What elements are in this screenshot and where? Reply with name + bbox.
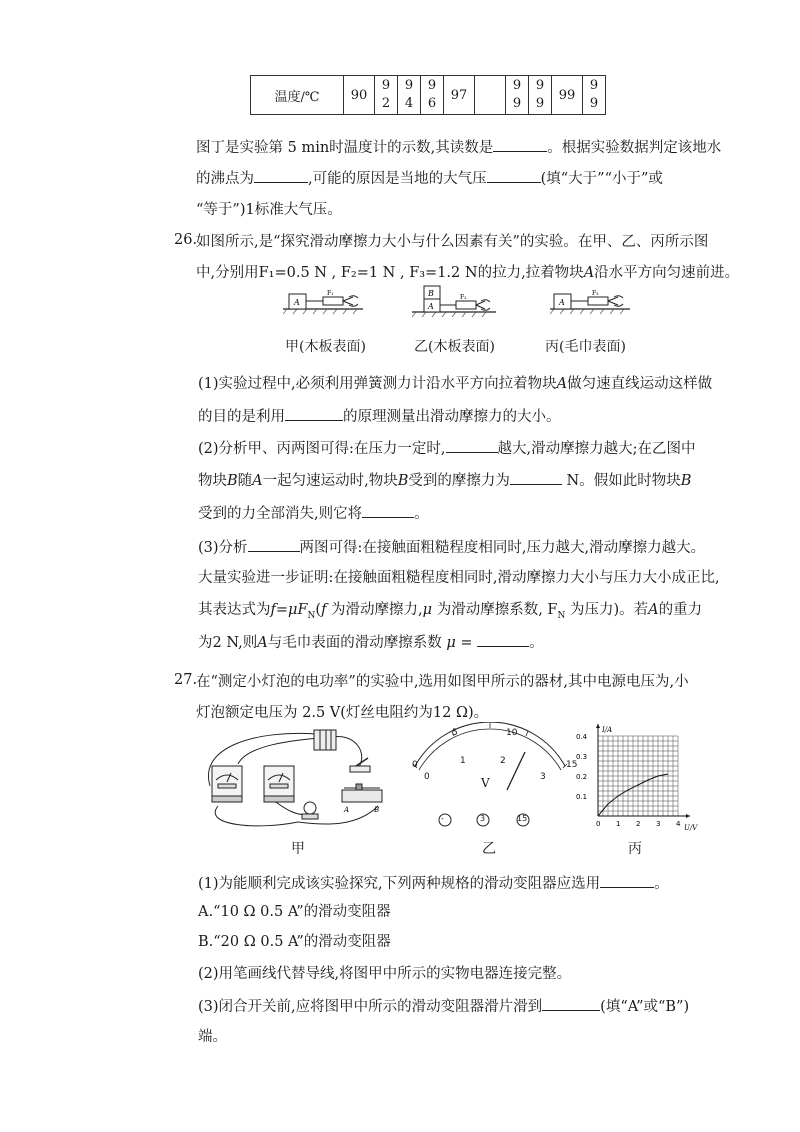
- table-cell: 97: [444, 76, 475, 115]
- figure-caption-yi: 乙(木板表面): [414, 339, 495, 355]
- circuit-apparatus-figure: [198, 726, 394, 834]
- q26-p3-line3: 其表达式为$f=\mu F_N(f$ 为滑动摩擦力,μ 为滑动摩擦系数, $F_N$ 为压力)。若A的重力: [198, 602, 703, 621]
- q25-line2: 的沸点为 ,可能的原因是当地的大气压 (填“大于”“小于”或: [196, 168, 663, 189]
- figure-caption-bing: 丙: [628, 841, 642, 857]
- temperature-table: [250, 75, 606, 115]
- meter-terminal-15: 15: [517, 814, 528, 823]
- table-header: 温度/℃: [251, 76, 344, 115]
- table-cell: 9 4: [398, 76, 421, 115]
- x-tick-label: 0: [596, 820, 601, 828]
- meter-scale-bottom-1: 1: [460, 756, 466, 766]
- x-tick-label: 4: [676, 820, 681, 828]
- y-tick-label: 0.4: [576, 733, 588, 741]
- friction-diagram-bing: [550, 285, 630, 317]
- figure-caption-yi: 乙: [482, 841, 496, 857]
- meter-scale-bottom-3: 3: [540, 772, 546, 782]
- meter-scale-right: 15: [566, 760, 578, 770]
- friction-diagram-yi: [412, 282, 496, 320]
- q26-stem2: 中,分别用F₁=0.5 N , F₂=1 N , F₃=1.2 N的拉力,拉着物块A沿水平方向匀速前进。: [196, 265, 740, 281]
- question-number: 26.: [174, 232, 198, 248]
- q26-p2-line1: (2)分析甲、丙两图可得:在压力一定时, 越大,滑动摩擦力越大;在乙图中: [198, 438, 696, 459]
- table-cell: 99: [552, 76, 583, 115]
- q26-p1-line2: 的目的是利用 的原理测量出滑动摩擦力的大小。: [198, 406, 561, 427]
- meter-scale-bottom-0: 0: [424, 772, 430, 782]
- q26-p3-line1: (3)分析 两图可得:在接触面粗糙程度相同时,压力越大,滑动摩擦力越大。: [198, 537, 705, 558]
- q27-p2: (2)用笔画线代替导线,将图甲中所示的实物电器连接完整。: [198, 966, 572, 982]
- meter-terminal-minus: -: [441, 814, 444, 823]
- q27-p3-line2: 端。: [198, 1029, 227, 1045]
- table-cell: 9 9: [583, 76, 606, 115]
- q26-p3-line4: 为2 N,则A与毛巾表面的滑动摩擦系数 μ = 。: [198, 632, 544, 653]
- force-values: F₁=0.5 N , F₂=1 N , F₃=1.2 N: [258, 265, 478, 281]
- table-cell: [475, 76, 506, 115]
- meter-scale-left: 0: [412, 760, 418, 770]
- svg-text:F₁: F₁: [327, 290, 334, 297]
- x-tick-label: 1: [616, 820, 621, 828]
- svg-text:B: B: [428, 289, 434, 298]
- meter-scale-bottom-2: 2: [500, 756, 506, 766]
- svg-text:F₂: F₂: [460, 294, 467, 301]
- figure-caption-jia: 甲: [291, 841, 305, 857]
- y-tick-label: 0.3: [576, 753, 588, 761]
- q26-p3-line2: 大量实验进一步证明:在接触面粗糙程度相同时,滑动摩擦力大小与压力大小成正比,: [198, 570, 720, 586]
- table-cell: 9 9: [506, 76, 529, 115]
- table-cell: 9 2: [375, 76, 398, 115]
- table-cell: 9 6: [421, 76, 444, 115]
- y-axis-arrow: [596, 724, 600, 728]
- table-cell: 90: [344, 76, 375, 115]
- question-number: 27.: [174, 672, 198, 688]
- y-tick-label: 0.1: [576, 793, 588, 801]
- meter-unit: V: [481, 776, 490, 790]
- svg-text:A: A: [344, 806, 350, 814]
- friction-diagram-jia: [283, 285, 363, 317]
- iu-graph: [574, 720, 700, 832]
- svg-text:B: B: [374, 806, 380, 814]
- table-cell: 9 9: [529, 76, 552, 115]
- x-tick-label: 2: [636, 820, 641, 828]
- q25-line3: “等于”)1标准大气压。: [196, 202, 342, 218]
- x-tick-label: 3: [656, 820, 661, 828]
- q26-p2-line2: 物块B随A一起匀速运动时,物块B受到的摩擦力为 N。假如此时物块B: [198, 470, 691, 491]
- q27-p3-line1: (3)闭合开关前,应将图甲中所示的滑动变阻器滑片滑到 (填“A”或“B”): [198, 996, 689, 1017]
- svg-text:A: A: [559, 298, 565, 307]
- svg-text:F₃: F₃: [592, 290, 599, 297]
- meter-scale-5: 5: [452, 728, 458, 738]
- svg-text:A: A: [294, 298, 300, 307]
- y-tick-label: 0.2: [576, 773, 588, 781]
- q27-option-b: B.“20 Ω 0.5 A”的滑动变阻器: [198, 934, 391, 950]
- x-axis-arrow: [686, 814, 690, 818]
- q26-stem1: 如图所示,是“探究滑动摩擦力大小与什么因素有关”的实验。在甲、乙、丙所示图: [196, 234, 709, 250]
- figure-caption-bing: 丙(毛巾表面): [545, 339, 626, 355]
- svg-text:A: A: [428, 302, 434, 311]
- friction-formula: f=μF: [270, 602, 308, 618]
- q26-p2-line3: 受到的力全部消失,则它将 。: [198, 503, 429, 524]
- q26-p1-line1: (1)实验过程中,必须利用弹簧测力计沿水平方向拉着物块A做匀速直线运动这样做: [198, 376, 713, 392]
- voltmeter-dial-figure: [405, 722, 578, 832]
- q25-line1: 图丁是实验第 5 min时温度计的示数,其读数是 。根据实验数据判定该地水: [196, 137, 721, 158]
- q27-stem2: 灯泡额定电压为 2.5 V(灯丝电阻约为12 Ω)。: [196, 705, 489, 721]
- x-axis-label: U/V: [684, 824, 698, 832]
- q27-stem1: 在“测定小灯泡的电功率”的实验中,选用如图甲所示的器材,其中电源电压为,小: [196, 674, 689, 690]
- meter-terminal-3: 3: [480, 814, 486, 823]
- y-axis-label: I/A: [602, 726, 613, 734]
- figure-caption-jia: 甲(木板表面): [285, 339, 366, 355]
- q27-option-a: A.“10 Ω 0.5 A”的滑动变阻器: [198, 904, 391, 920]
- q27-p1: (1)为能顺利完成该实验探究,下列两种规格的滑动变阻器应选用 。: [198, 873, 669, 894]
- meter-scale-10: 10: [506, 728, 518, 738]
